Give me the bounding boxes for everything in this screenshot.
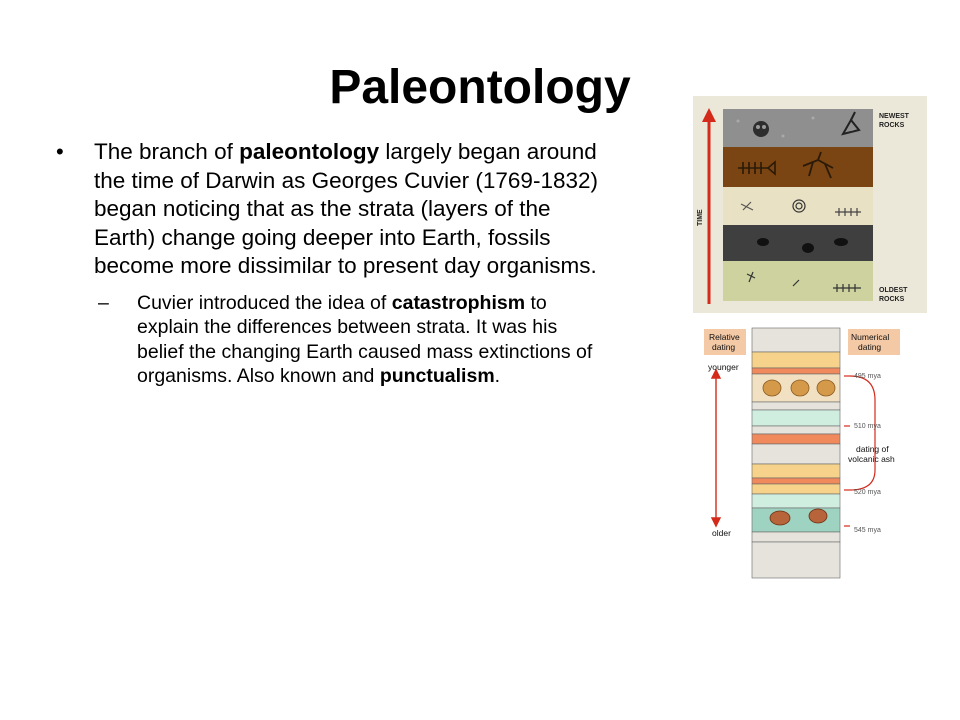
mya-510: 510 mya [854,423,881,430]
dating-column-figure [700,320,908,582]
sub-bullet-dash: – [98,291,109,314]
bullet1-text-2: largely began around the time of Darwin as Georges Cuvier (1769-1832) began noticing that as the strata (layers of the Earth) change going deeper into Earth, fossils become more dissimilar to present day organisms. [94,139,598,278]
bullet2-text-1: Cuvier introduced the idea of [137,291,392,314]
bullet2-text-3: . [494,365,501,387]
layer-dark [723,225,873,261]
rock-column [752,328,840,578]
bullet2-text-2: to explain the differences between strata. It was his belief the changing Earth caused mass extinctions of organisms. Also known and [137,291,593,387]
slide-title: Paleontology [329,61,631,114]
volcanic-ash-label-2: volcanic ash [848,454,895,464]
relative-dating-label-1: Relative [709,332,740,342]
newest-label-line1: NEWEST [879,113,909,120]
bullet1-text-1: The branch of [94,139,240,164]
numerical-dating-label-1: Numerical [851,332,890,342]
bullet-dot: • [56,139,64,164]
bullet-item-paleontology [56,138,616,281]
layer-gray-top [723,109,873,147]
older-label: older [712,528,731,538]
rock-strata-figure [693,96,927,313]
mya-520: 520 mya [854,489,881,496]
relative-time-arrow-icon [712,370,720,526]
volcanic-ash-label-1: dating of [856,444,889,454]
mya-545: 545 mya [854,527,881,534]
bullet2-bold-punctualism: punctualism [379,365,495,387]
numerical-dating-label-2: dating [858,342,882,352]
bullet1-bold-paleontology: paleontology [239,139,380,164]
layer-brown [723,147,873,187]
time-label: TIME [697,209,704,226]
fossil-skull-icon [753,121,769,137]
newest-label-line2: ROCKS [879,122,905,129]
younger-label: younger [708,362,739,372]
shell-fossil-icon [763,380,835,396]
mya-495: 495 mya [854,373,881,380]
relative-dating-label-2: dating [712,342,736,352]
oldest-label-line2: ROCKS [879,296,905,303]
sub-bullet-catastrophism [56,291,607,389]
bullet2-bold-catastrophism: catastrophism [391,291,526,314]
bullet-list [56,138,616,389]
oldest-label-line1: OLDEST [879,287,908,294]
